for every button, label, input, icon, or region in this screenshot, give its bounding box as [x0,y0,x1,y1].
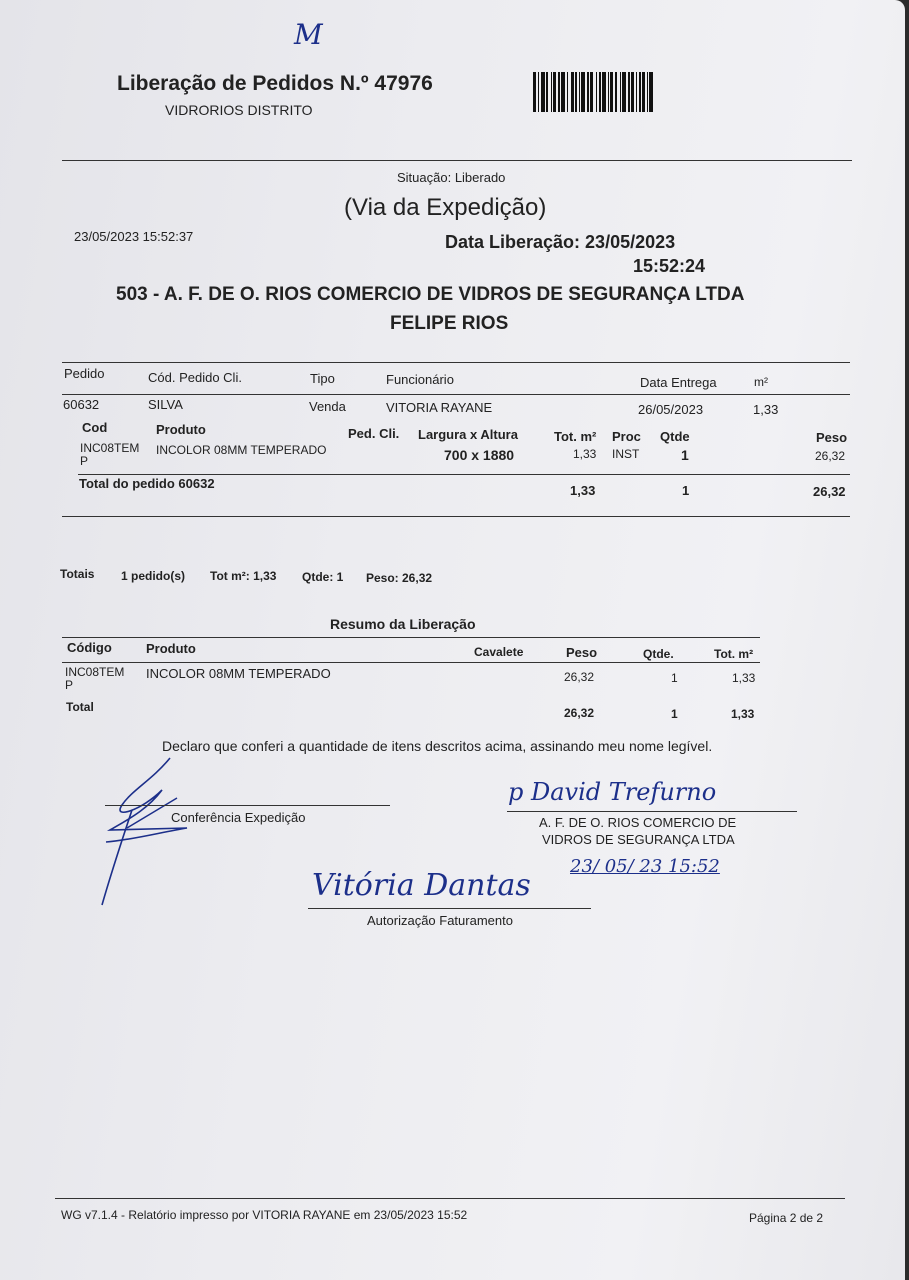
resumo-col-qtde: Qtde. [643,647,674,661]
autorizacao-label: Autorização Faturamento [367,913,513,928]
order-table-top-rule [62,362,850,363]
conferencia-label: Conferência Expedição [171,810,306,825]
footer-left: WG v7.1.4 - Relatório impresso por VITORIA RAYANE em 23/05/2023 15:52 [61,1208,468,1222]
col-cod-pedido-cli: Cód. Pedido Cli. [148,370,242,385]
totals-pedidos: 1 pedido(s) [121,569,186,583]
order-total-m2: 1,33 [570,483,596,498]
resumo-col-produto: Produto [146,641,196,656]
item-cod-line1: INC08TEM [80,441,140,455]
resumo-qtde: 1 [671,671,678,685]
item-col-tot-m2: Tot. m² [554,429,597,444]
data-liberacao-time: 15:52:24 [633,256,706,276]
order-cod-pedido-cli: SILVA [148,397,183,412]
order-tipo: Venda [309,399,346,414]
client-signature: p David Trefurno [508,778,717,806]
item-col-largura-altura: Largura x Altura [418,427,518,442]
order-header-rule [62,394,850,395]
col-funcionario: Funcionário [386,372,454,387]
resumo-total-label: Total [66,700,94,714]
document-title: Liberação de Pedidos N.º 47976 [117,72,433,95]
print-datetime: 23/05/2023 15:52:37 [74,229,194,244]
client-name: 503 - A. F. DE O. RIOS COMERCIO DE VIDROS DE SEGURANÇA LTDA [116,284,745,305]
data-liberacao: Data Liberação: 23/05/2023 [445,232,676,252]
footer-page-number: Página 2 de 2 [749,1211,824,1225]
client-company-line2: VIDROS DE SEGURANÇA LTDA [542,832,735,847]
resumo-tot-m2: 1,33 [732,671,756,685]
handwritten-mark: M [294,18,323,51]
barcode [533,72,671,112]
resumo-peso: 26,32 [564,670,595,684]
item-col-peso: Peso [816,430,848,445]
totals-qtde: Qtde: 1 [302,570,344,584]
resumo-produto: INCOLOR 08MM TEMPERADO [146,666,331,681]
order-total-label: Total do pedido 60632 [79,476,215,491]
order-m2: 1,33 [753,402,779,417]
resumo-col-tot-m2: Tot. m² [714,647,754,661]
resumo-col-codigo: Código [67,640,112,655]
col-tipo: Tipo [310,371,335,386]
item-tot-m2: 1,33 [573,447,597,461]
order-section-bottom-rule [62,516,850,517]
autorizacao-signature-line [308,908,591,909]
resumo-title: Resumo da Liberação [330,616,476,632]
col-pedido: Pedido [64,366,105,381]
item-proc: INST [612,447,640,461]
declaration-text: Declaro que conferi a quantidade de itens descritos acima, assinando meu nome legível. [162,738,713,754]
order-data-entrega: 26/05/2023 [638,402,704,417]
item-dimensions: 700 x 1880 [444,447,515,463]
order-pedido: 60632 [63,397,100,412]
resumo-total-qtde: 1 [671,707,678,721]
client-contact: FELIPE RIOS [390,313,509,334]
item-cod-line2: P [80,454,89,468]
order-total-qtde: 1 [682,483,690,498]
item-total-rule [78,474,850,475]
item-col-qtde: Qtde [660,429,690,444]
resumo-codigo-line1: INC08TEM [65,665,125,679]
client-company-line1: A. F. DE O. RIOS COMERCIO DE [539,815,737,830]
item-col-ped-cli: Ped. Cli. [348,426,400,441]
resumo-total-tot-m2: 1,33 [731,707,755,721]
situacao-text: Situação: Liberado [397,170,506,185]
item-col-produto: Produto [156,422,206,437]
col-m2: m² [754,375,768,389]
resumo-codigo-line2: P [65,678,74,692]
header-divider [62,160,852,161]
resumo-header-rule [62,662,760,663]
item-col-proc: Proc [612,429,641,444]
item-peso: 26,32 [815,449,846,463]
item-produto: INCOLOR 08MM TEMPERADO [156,443,327,457]
totals-peso: Peso: 26,32 [366,571,433,585]
via-text: (Via da Expedição) [344,194,547,221]
totals-tot-m2: Tot m²: 1,33 [210,569,277,583]
resumo-col-peso: Peso [566,645,598,660]
order-funcionario: VITORIA RAYANE [386,400,493,415]
resumo-top-rule [62,637,760,638]
item-qtde: 1 [681,447,689,463]
autorizacao-signature: Vitória Dantas [312,868,531,903]
item-col-cod: Cod [82,420,108,435]
resumo-col-cavalete: Cavalete [474,645,524,659]
company-name: VIDRORIOS DISTRITO [165,102,313,118]
resumo-total-peso: 26,32 [564,706,595,720]
footer-rule [55,1198,845,1199]
totals-label: Totais [60,567,95,581]
col-data-entrega: Data Entrega [640,375,717,390]
order-total-peso: 26,32 [813,484,846,499]
handwritten-date: 23/ 05/ 23 15:52 [570,856,720,877]
client-signature-line [507,811,797,812]
conferencia-signature-line [105,805,390,806]
conferencia-signature [92,750,232,910]
